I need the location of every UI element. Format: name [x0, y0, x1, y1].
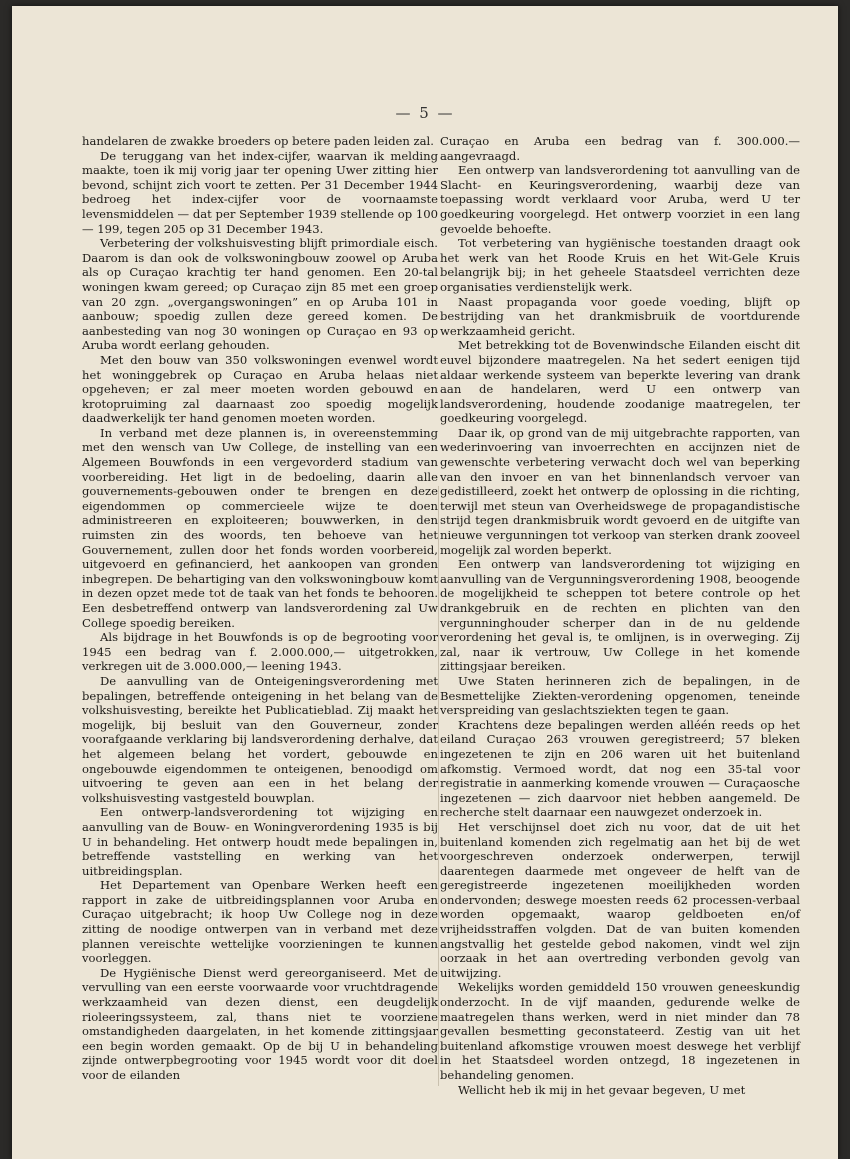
paragraph: De aanvulling van de Onteigeningsverordening met bepalingen, betreffende onteigening in het belang van de volkshuisvesting, bereikte het Publicatieblad. Zij maakt het mogelijk, bij besluit van den Gouverneur, zonder voorafgaande verklaring bij landsverordening derhalve, dat het algemeen belang het vordert, gebouwde en ongebouwde eigendommen te onteigenen, benoodigd om uitvoering te geven aan een in het belang der volkshuisvesting vastgesteld bouwplan.	[82, 673, 438, 805]
paragraph: Het verschijnsel doet zich nu voor, dat de uit het buitenland komenden zich regelmatig aan het bij de wet voorgeschreven onderzoek onderwerpen, terwijl daarentegen daarmede met ongeveer de helft van de geregistreerde ingezetenen moeilijkheden worden ondervonden; deswege moesten reeds 62 processen-verbaal worden opgemaakt, waarop geldboeten en/of vrijheidsstraffen volgden. Dat de van buiten komenden angstvallig het gestelde gebod nakomen, vindt wel zijn oorzaak in het aan overtreding verbonden gevolg van uitwijzing.	[440, 819, 800, 980]
paragraph: handelaren de zwakke broeders op betere paden leiden zal.	[82, 134, 434, 148]
paragraph: Als bijdrage in het Bouwfonds is op de begrooting voor 1945 een bedrag van f. 2.000.000,— uitgetrokken, verkregen uit de 3.000.000,— leening 1943.	[82, 630, 438, 674]
paragraph: Tot verbetering van hygiënische toestanden draagt ook het werk van het Roode Kruis en het Wit-Gele Kruis belangrijk bij; in het geheele Staatsdeel verrichten deze organisaties verdienstelijk werk.	[440, 236, 800, 294]
paragraph: Wellicht heb ik mij in het gevaar begeven, U met	[458, 1082, 746, 1097]
right-text-column	[440, 134, 800, 1097]
column-divider	[438, 486, 439, 1086]
paragraph: Met den bouw van 350 volkswoningen evenwel wordt het woninggebrek op Curaçao en Aruba helaas niet opgeheven; er zal meer moeten worden gebouwd en krotopruiming zal daarnaast zoo spoedig mogelijk daadwerkelijk ter hand genomen moeten worden.	[82, 352, 438, 426]
paragraph: De Hygiënische Dienst werd gereorganiseerd. Met de vervulling van een eerste voorwaarde voor vruchtdragende werkzaamheid van dezen dienst, een deugdelijk rioleeringssysteem, zal, thans niet te voorziene omstandigheden daargelaten, in het komende zittingsjaar een begin worden gemaakt. Op de bij U in behandeling zijnde ontwerpbegrooting voor 1945 wordt voor dit doel voor de eilanden	[82, 965, 438, 1082]
paragraph: Wekelijks worden gemiddeld 150 vrouwen geneeskundig onderzocht. In de vijf maanden, gedurende welke de maatregelen thans werken, werd in niet minder dan 78 gevallen besmetting geconstateerd. Zestig van uit het buitenland afkomstige vrouwen moest deswege het verblijf in het Staatsdeel worden ontzegd, 18 ingezetenen in behandeling genomen.	[440, 980, 800, 1082]
paragraph: Een ontwerp van landsverordening tot aanvulling van de Slacht- en Keuringsverordening, waarbij deze van toepassing wordt verklaard voor Aruba, werd U ter goedkeuring voorgelegd. Het ontwerp voorziet in een lang gevoelde behoefte.	[440, 163, 800, 236]
document-page	[12, 6, 838, 1159]
paragraph: Krachtens deze bepalingen werden alléén reeds op het eiland Curaçao 263 vrouwen geregistreerd; 57 bleken ingezetenen te zijn en 206 waren uit het buitenland afkomstig. Vermoed wordt, dat nog een 35-tal voor registratie in aanmerking komende vrouwen — Curaçaosche ingezetenen — zich daarvoor niet hebben aangemeld. De recherche stelt daarnaar een nauwgezet onderzoek in.	[440, 717, 800, 820]
paragraph: Een ontwerp-landsverordening tot wijziging en aanvulling van de Bouw- en Woningverordening 1935 is bij U in behandeling. Het ontwerp houdt mede bepalingen in, betreffende vaststelling en werking van het uitbreidingsplan.	[82, 805, 438, 878]
paragraph: De teruggang van het index-cijfer, waarvan ik melding maakte, toen ik mij vorig jaar ter opening Uwer zitting hier bevond, schijnt zich voort te zetten. Per 31 December 1944 bedroeg het index-cijfer voor de voornaamste levensmiddelen — dat per September 1939 stellende op 100 — 199, tegen 205 op 31 December 1943.	[82, 148, 438, 236]
paragraph: Met betrekking tot de Bovenwindsche Eilanden eischt dit euvel bijzondere maatregelen. Na het sedert eenigen tijd aldaar werkende systeem van beperkte levering van drank aan de handelaren, werd U een ontwerp van landsverordening, houdende zoodanige maatregelen, ter goedkeuring voorgelegd.	[440, 338, 800, 426]
page-number: — 5 —	[395, 104, 455, 122]
left-text-column	[82, 134, 438, 1083]
paragraph: Naast propaganda voor goede voeding, blijft op bestrijding van het drankmisbruik de voortdurende werkzaamheid gericht.	[440, 294, 800, 338]
paragraph: Curaçao en Aruba een bedrag van f. 300.000.— aangevraagd.	[440, 134, 800, 163]
paragraph: Verbetering der volkshuisvesting blijft primordiale eisch. Daarom is dan ook de volkswoningbouw zoowel op Aruba als op Curaçao krachtig ter hand genomen. Een 20-tal woningen kwam gereed; op Curaçao zijn 85 met een groep van 20 zgn. „overgangswoningen” en op Aruba 101 in aanbouw; spoedig zullen deze gereed komen. De aanbesteding van nog 30 woningen op Curaçao en 93 op Aruba wordt eerlang gehouden.	[82, 236, 438, 353]
paragraph: Uwe Staten herinneren zich de bepalingen, in de Besmettelijke Ziekten-verordening opgenomen, teneinde verspreiding van geslachtsziekten tegen te gaan.	[440, 673, 800, 718]
paragraph: In verband met deze plannen is, in overeenstemming met den wensch van Uw College, de instelling van een Algemeen Bouwfonds in een vergevorderd stadium van voorbereiding. Het ligt in de bedoeling, daarin alle gouvernements-gebouwen onder te brengen en deze eigendommen op commercieele wijze te doen administreeren en exploiteeren; bouwwerken, in den ruimsten zin des woords, ten behoeve van het Gouvernement, zullen door het fonds worden voorbereid, uitgevoerd en gefinancierd, het aankoopen van gronden inbegrepen. De behartiging van den volkswoningbouw komt in dezen opzet mede tot de taak van het fonds te behooren. Een desbetreffend ontwerp van landsverordening zal Uw College spoedig bereiken.	[82, 425, 438, 630]
paragraph: Het Departement van Openbare Werken heeft een rapport in zake de uitbreidingsplannen voor Aruba en Curaçao uitgebracht; ik hoop Uw College nog in deze zitting de noodige ontwerpen van in verband met deze plannen vereischte wettelijke voorzieningen te kunnen voorleggen.	[82, 878, 438, 966]
paragraph: Daar ik, op grond van de mij uitgebrachte rapporten, van wederinvoering van invoerrechten en accijnzen niet de gewenschte verbetering verwacht doch wel van beperking van den invoer en van het binnenlandsch vervoer van gedistilleerd, zoekt het ontwerp de oplossing in die richting, terwijl met steun van Overheidswege de propagandistische strijd tegen drankmisbruik wordt gevoerd en de uitgifte van nieuwe vergunningen tot verkoop van sterken drank zooveel mogelijk zal worden beperkt.	[440, 425, 800, 557]
paragraph: Een ontwerp van landsverordening tot wijziging en aanvulling van de Vergunningsverordening 1908, beoogende de mogelijkheid te scheppen tot betere controle op het drankgebruik en de rechten en plichten van den vergunninghouder scherper dan in de nu geldende verordening het geval is, te omlijnen, is in overweging. Zij zal, naar ik vertrouw, Uw College in het komende zittingsjaar bereiken.	[440, 557, 800, 674]
